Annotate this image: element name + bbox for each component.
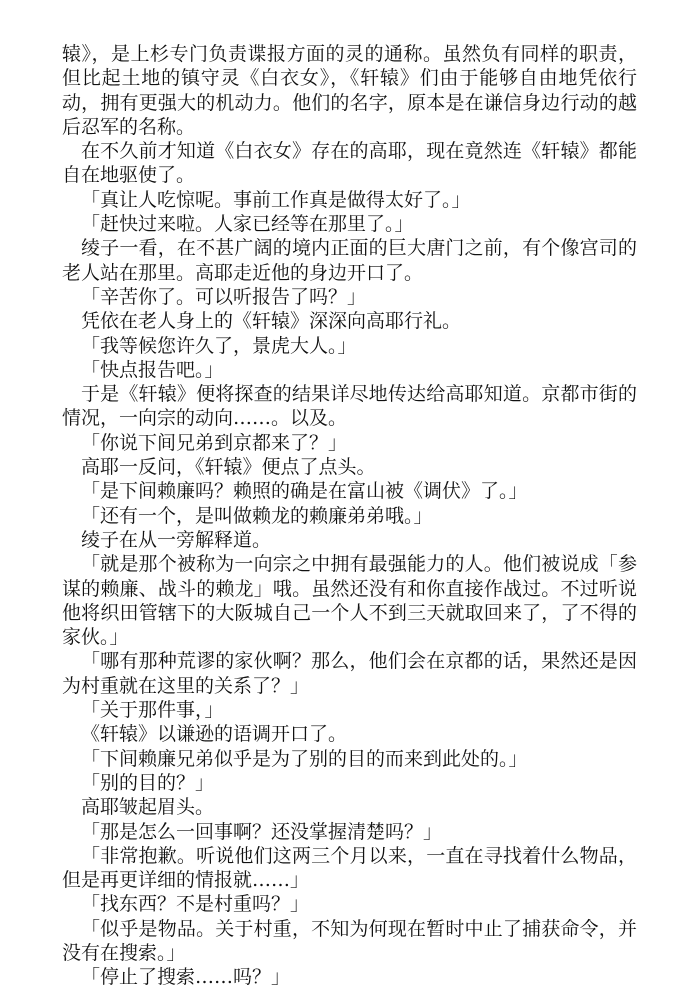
paragraph: 凭依在老人身上的《轩辕》深深向高耶行礼。 bbox=[81, 310, 462, 333]
paragraph: 《轩辕》以谦逊的语调开口了。 bbox=[81, 723, 348, 746]
paragraph: 绫子在从一旁解释道。 bbox=[81, 528, 272, 551]
paragraph: 绫子一看，在不甚广阔的境内正面的巨大唐门之前，有个像宫司的老人站在那里。高耶走近他的身边开口了。 bbox=[62, 237, 637, 284]
dialogue-line: 「关于那件事，」 bbox=[81, 699, 224, 722]
dialogue-line: 「哪有那种荒谬的家伙啊？那么，他们会在京都的话，果然还是因为村重就在这里的关系了？」 bbox=[62, 650, 637, 697]
dialogue-line: 「就是那个被称为一向宗之中拥有最强能力的人。他们被说成「参谋的赖廉、战斗的赖龙」哦。虽然还没有和你直接作战过。不过听说他将织田管辖下的大阪城自己一个人不到三天就取回来了，了不得的家伙。」 bbox=[62, 553, 637, 649]
paragraph: 于是《轩辕》便将探查的结果详尽地传达给高耶知道。京都市街的情况，一向宗的动向……。以及。 bbox=[62, 383, 637, 430]
dialogue-line: 「我等候您许久了，景虎大人。」 bbox=[81, 334, 357, 357]
document-page bbox=[62, 42, 637, 990]
paragraph: 高耶皱起眉头。 bbox=[81, 796, 215, 819]
dialogue-line: 「是下间赖廉吗？赖照的确是在富山被《调伏》了。」 bbox=[81, 480, 528, 503]
dialogue-line: 「辛苦你了。可以听报告了吗？」 bbox=[81, 285, 367, 308]
dialogue-line: 「赶快过来啦。人家已经等在那里了。」 bbox=[81, 213, 414, 236]
dialogue-line: 「你说下间兄弟到京都来了？」 bbox=[81, 431, 348, 454]
paragraph: 高耶一反问，《轩辕》便点了点头。 bbox=[81, 456, 376, 479]
dialogue-line: 「找东西？不是村重吗？」 bbox=[81, 893, 310, 916]
paragraph: 辕》，是上杉专门负责谍报方面的灵的通称。虽然负有同样的职责，但比起土地的镇守灵《白衣女》，《轩辕》们由于能够自由地凭依行动，拥有更强大的机动力。他们的名字，原本是在谦信身边行动的越后忍军的名称。 bbox=[62, 43, 637, 138]
dialogue-line: 「非常抱歉。听说他们这两三个月以来，一直在寻找着什么物品，但是再更详细的情报就……」 bbox=[62, 844, 637, 892]
dialogue-line: 「似乎是物品。关于村重，不知为何现在暂时中止了捕获命令，并没有在搜索。」 bbox=[62, 917, 637, 964]
dialogue-line: 「停止了搜索……吗？」 bbox=[81, 966, 291, 989]
dialogue-line: 「还有一个，是叫做赖龙的赖廉弟弟哦。」 bbox=[81, 504, 433, 527]
dialogue-line: 「真让人吃惊呢。事前工作真是做得太好了。」 bbox=[81, 188, 471, 211]
paragraph: 在不久前才知道《白衣女》存在的高耶，现在竟然连《轩辕》都能自在地驱使了。 bbox=[62, 140, 637, 187]
dialogue-line: 「快点报告吧。」 bbox=[81, 358, 224, 381]
dialogue-line: 「那是怎么一回事啊？还没掌握清楚吗？」 bbox=[81, 820, 443, 843]
dialogue-line: 「下间赖廉兄弟似乎是为了别的目的而来到此处的。」 bbox=[81, 747, 528, 770]
dialogue-line: 「别的目的？」 bbox=[81, 771, 215, 794]
